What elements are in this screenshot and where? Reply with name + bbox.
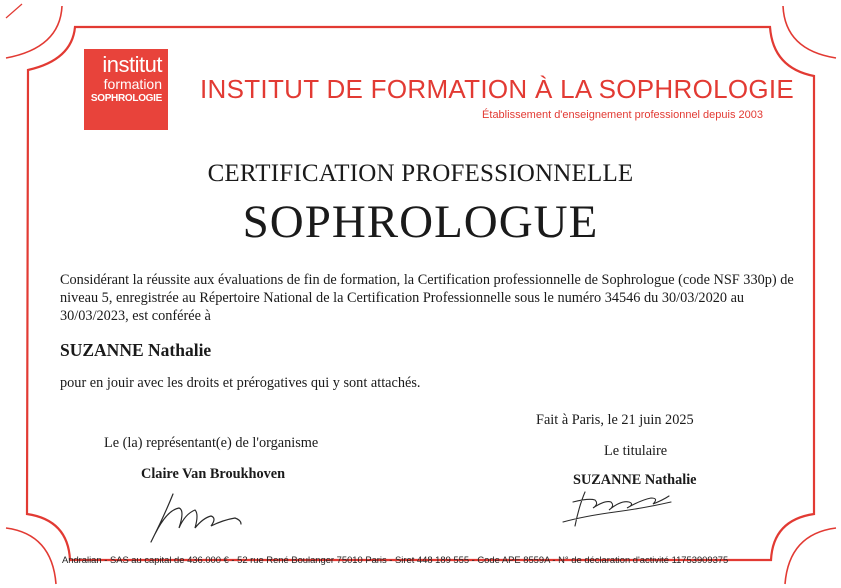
logo-line-1: institut: [102, 52, 162, 77]
representative-signature: [145, 484, 275, 546]
institute-logo: [84, 49, 168, 130]
certificate-body: Considérant la réussite aux évaluations de fin de formation, la Certification professionnelle de Sophrologue (code NSF 330p) de niveau 5, enregistrée au Répertoire National de la Certification Professionnelle sous le numéro 34546 du 30/03/2020 au 30/03/2023, est conférée à: [60, 272, 794, 324]
footer-legal-notice: Andralian - SAS au capital de 436.000 € - 52 rue René Boulanger 75010 Paris - Siret 448 189 555 - Code APE 8559A - N° de déclaration d'activité 11753909375: [62, 554, 729, 565]
institute-tagline: Établissement d'enseignement professionnel depuis 2003: [482, 109, 763, 121]
place-and-date: Fait à Paris, le 21 juin 2025: [536, 412, 694, 428]
representative-label: Le (la) représentant(e) de l'organisme: [104, 435, 319, 451]
certificate-profession: SOPHROLOGUE: [242, 196, 599, 248]
holder-signature: [555, 486, 685, 530]
holder-label: Le titulaire: [604, 443, 668, 459]
institute-name: INSTITUT DE FORMATION À LA SOPHROLOGIE: [200, 74, 795, 104]
representative-name: Claire Van Broukhoven: [141, 466, 286, 482]
certificate-holder-name: SUZANNE Nathalie: [60, 340, 212, 360]
rights-statement: pour en jouir avec les droits et prérogatives qui y sont attachés.: [60, 375, 421, 391]
certificate-title: CERTIFICATION PROFESSIONNELLE: [207, 160, 634, 187]
logo-line-3: SOPHROLOGIE: [90, 93, 162, 104]
holder-signature-name: SUZANNE Nathalie: [573, 472, 697, 488]
logo-line-2: formation: [103, 76, 162, 92]
